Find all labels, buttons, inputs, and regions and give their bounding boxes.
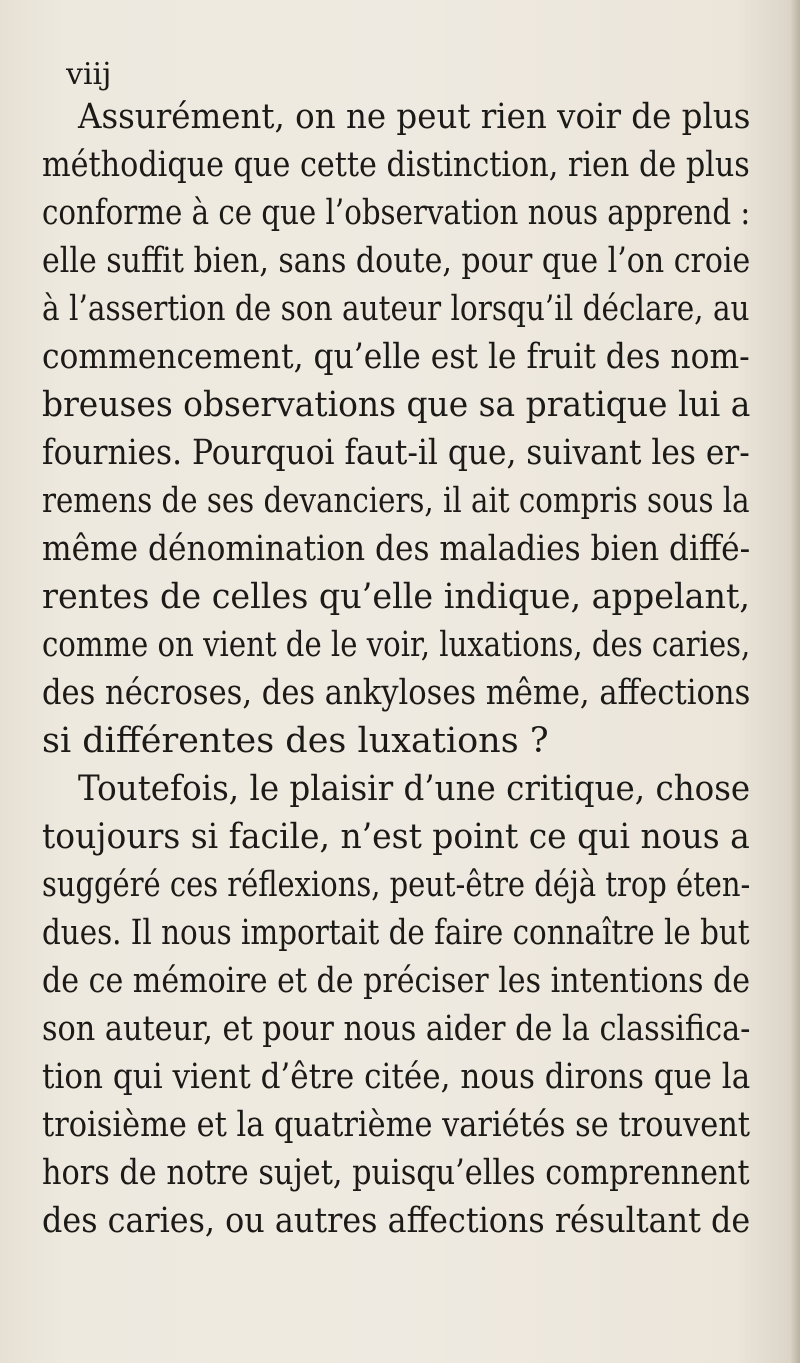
text-line: suggéré ces réflexions, peut-être déjà trop éten- [42, 865, 751, 905]
text-line: breuses observations que sa pratique lui a [42, 385, 751, 425]
text-line: même dénomination des maladies bien diffé- [42, 529, 751, 569]
text-line: si différentes des luxations ? [42, 721, 549, 761]
text-line: fournies. Pourquoi faut-il que, suivant les er- [42, 433, 750, 473]
page-edge-shadow [790, 0, 800, 1363]
text-line: comme on vient de le voir, luxations, des caries, [42, 625, 751, 665]
text-line: remens de ses devanciers, il ait compris sous la [42, 481, 750, 521]
text-line: elle suffit bien, sans doute, pour que l’on croie [42, 241, 751, 281]
text-line: commencement, qu’elle est le fruit des nom- [42, 337, 750, 377]
text-line: hors de notre sujet, puisqu’elles comprennent [42, 1153, 750, 1193]
text-line: Assurément, on ne peut rien voir de plus [78, 97, 751, 137]
text-line: conforme à ce que l’observation nous apprend : [42, 193, 751, 233]
text-line: des caries, ou autres affections résultant de [42, 1201, 751, 1241]
text-line: rentes de celles qu’elle indique, appelant, [42, 577, 751, 617]
text-line: toujours si facile, n’est point ce qui nous a [42, 817, 750, 857]
page-number: viij [66, 57, 112, 92]
text-line: de ce mémoire et de préciser les intentions de [42, 961, 751, 1001]
text-line: méthodique que cette distinction, rien de plus [42, 145, 750, 185]
text-line: à l’assertion de son auteur lorsqu’il déclare, au [42, 289, 750, 329]
text-line: dues. Il nous importait de faire connaître le but [42, 913, 750, 953]
text-line: son auteur, et pour nous aider de la classifica- [42, 1009, 751, 1049]
text-line: Toutefois, le plaisir d’une critique, chose [78, 769, 751, 809]
text-line: troisième et la quatrième variétés se trouvent [42, 1105, 751, 1145]
text-line: tion qui vient d’être citée, nous dirons que la [42, 1057, 751, 1097]
text-line: des nécroses, des ankyloses même, affections [42, 673, 751, 713]
